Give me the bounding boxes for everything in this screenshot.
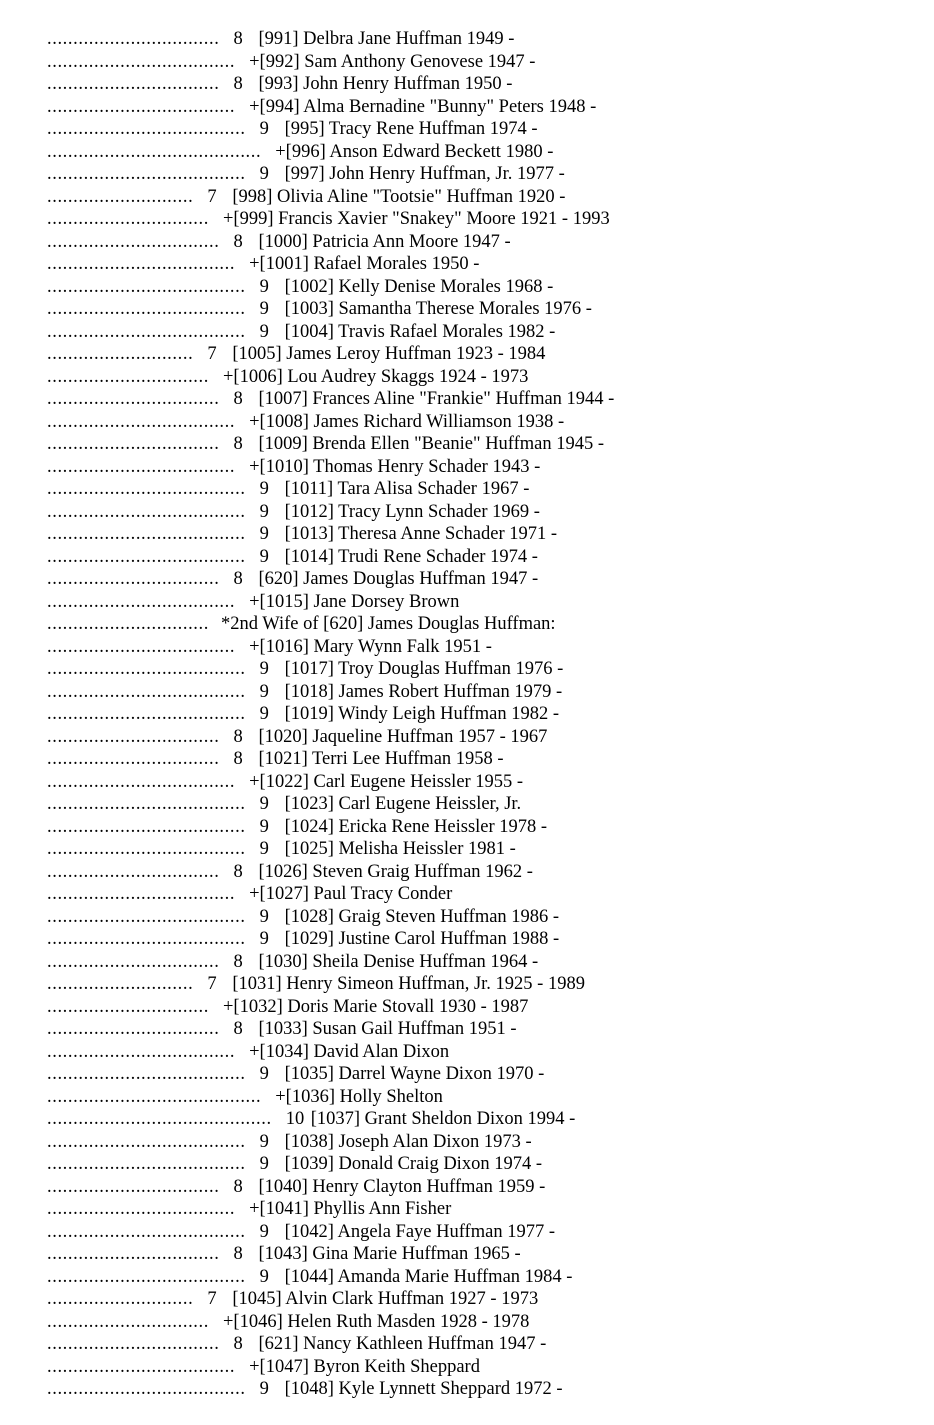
leader-dots: ...................................... bbox=[47, 1221, 246, 1242]
leader-dots: ............................ bbox=[47, 344, 194, 364]
generation-number: 9 bbox=[259, 681, 269, 702]
entry-text: [1011] Tara Alisa Schader 1967 - bbox=[284, 479, 530, 499]
leader-dots: .................................... bbox=[47, 1356, 236, 1377]
person-entry bbox=[47, 388, 907, 411]
leader-dots: ...................................... bbox=[47, 659, 246, 679]
person-entry bbox=[47, 1243, 907, 1266]
leader-dots: ................................. bbox=[47, 569, 220, 589]
person-entry bbox=[47, 973, 907, 996]
generation-number: 8 bbox=[233, 569, 243, 589]
generation-number: 9 bbox=[259, 1379, 269, 1399]
generation-number: 9 bbox=[259, 501, 269, 522]
person-entry bbox=[47, 231, 907, 254]
leader-dots: ................................. bbox=[47, 726, 220, 747]
spouse-entry bbox=[47, 591, 907, 614]
entry-text: [1017] Troy Douglas Huffman 1976 - bbox=[284, 659, 564, 679]
person-entry bbox=[47, 433, 907, 456]
leader-dots: ...................................... bbox=[47, 321, 246, 342]
entry-text: [1025] Melisha Heissler 1981 - bbox=[284, 839, 516, 859]
entry-text: [1009] Brenda Ellen "Beanie" Huffman 1945 - bbox=[258, 434, 605, 454]
generation-number: 9 bbox=[259, 839, 269, 859]
entry-text: [1044] Amanda Marie Huffman 1984 - bbox=[284, 1266, 573, 1287]
leader-dots: ............................... bbox=[47, 366, 209, 387]
leader-dots: ................................. bbox=[47, 74, 220, 94]
entry-text: +[1016] Mary Wynn Falk 1951 - bbox=[249, 636, 492, 657]
generation-number: 7 bbox=[207, 974, 217, 994]
leader-dots: ................................. bbox=[47, 1334, 220, 1354]
leader-dots: ................................. bbox=[47, 231, 220, 252]
generation-number: 9 bbox=[259, 276, 269, 297]
entry-text: [1048] Kyle Lynnett Sheppard 1972 - bbox=[284, 1379, 563, 1399]
person-entry bbox=[47, 1333, 907, 1356]
generation-number: 9 bbox=[259, 479, 269, 499]
entry-text: [1026] Steven Graig Huffman 1962 - bbox=[258, 861, 533, 882]
generation-number: 8 bbox=[233, 1334, 243, 1354]
leader-dots: ................................. bbox=[47, 951, 220, 972]
entry-text: [1039] Donald Craig Dixon 1974 - bbox=[284, 1154, 542, 1174]
generation-number: 9 bbox=[259, 929, 269, 949]
entry-text: [1043] Gina Marie Huffman 1965 - bbox=[258, 1244, 521, 1264]
spouse-entry bbox=[47, 51, 907, 74]
person-entry bbox=[47, 703, 907, 726]
spouse-entry bbox=[47, 366, 907, 389]
person-entry bbox=[47, 1266, 907, 1289]
person-entry bbox=[47, 568, 907, 591]
generation-number: 9 bbox=[259, 794, 269, 814]
entry-text: [1035] Darrel Wayne Dixon 1970 - bbox=[284, 1064, 545, 1084]
leader-dots: ................................. bbox=[47, 434, 220, 454]
entry-text: +[1008] James Richard Williamson 1938 - bbox=[249, 411, 565, 432]
entry-text: [1042] Angela Faye Huffman 1977 - bbox=[284, 1221, 555, 1242]
leader-dots: ...................................... bbox=[47, 816, 246, 837]
generation-number: 8 bbox=[233, 74, 243, 94]
person-entry bbox=[47, 1063, 907, 1086]
entry-text: [1004] Travis Rafael Morales 1982 - bbox=[284, 321, 556, 342]
leader-dots: ................................. bbox=[47, 389, 220, 409]
generation-number: 7 bbox=[207, 1289, 217, 1309]
entry-text: [1023] Carl Eugene Heissler, Jr. bbox=[284, 794, 522, 814]
leader-dots: ...................................... bbox=[47, 929, 246, 949]
entry-text: +[1010] Thomas Henry Schader 1943 - bbox=[249, 456, 541, 477]
spouse-entry bbox=[47, 141, 907, 164]
person-entry bbox=[47, 928, 907, 951]
person-entry bbox=[47, 343, 907, 366]
entry-text: [1031] Henry Simeon Huffman, Jr. 1925 - 1989 bbox=[232, 974, 585, 994]
person-entry bbox=[47, 906, 907, 929]
entry-text: [1040] Henry Clayton Huffman 1959 - bbox=[258, 1176, 546, 1197]
entry-text: *2nd Wife of [620] James Douglas Huffman: bbox=[220, 614, 556, 634]
person-entry bbox=[47, 501, 907, 524]
generation-number: 8 bbox=[233, 1176, 243, 1197]
leader-dots: ...................................... bbox=[47, 1131, 246, 1152]
entry-text: [1038] Joseph Alan Dixon 1973 - bbox=[284, 1131, 532, 1152]
leader-dots: .................................... bbox=[47, 51, 236, 72]
note-entry bbox=[47, 613, 907, 636]
person-entry bbox=[47, 1131, 907, 1154]
entry-text: [1021] Terri Lee Huffman 1958 - bbox=[258, 749, 504, 769]
entry-text: +[996] Anson Edward Beckett 1980 - bbox=[275, 141, 554, 162]
leader-dots: .................................... bbox=[47, 1199, 236, 1219]
person-entry bbox=[47, 1018, 907, 1041]
generation-number: 9 bbox=[259, 1266, 269, 1287]
generation-number: 8 bbox=[233, 231, 243, 252]
leader-dots: ...................................... bbox=[47, 681, 246, 702]
generation-number: 9 bbox=[259, 1064, 269, 1084]
leader-dots: ............................ bbox=[47, 974, 194, 994]
entry-text: [1012] Tracy Lynn Schader 1969 - bbox=[284, 501, 540, 522]
leader-dots: ............................ bbox=[47, 186, 194, 207]
entry-text: +[1032] Doris Marie Stovall 1930 - 1987 bbox=[222, 996, 529, 1017]
leader-dots: ...................................... bbox=[47, 501, 246, 522]
entry-text: [1019] Windy Leigh Huffman 1982 - bbox=[284, 704, 560, 724]
leader-dots: ...................................... bbox=[47, 906, 246, 927]
entry-text: [1002] Kelly Denise Morales 1968 - bbox=[284, 276, 554, 297]
entry-text: [1024] Ericka Rene Heissler 1978 - bbox=[284, 816, 548, 837]
generation-number: 9 bbox=[259, 906, 269, 927]
person-entry bbox=[47, 816, 907, 839]
leader-dots: ...................................... bbox=[47, 524, 246, 544]
spouse-entry bbox=[47, 253, 907, 276]
leader-dots: ...................................... bbox=[47, 276, 246, 297]
spouse-entry bbox=[47, 996, 907, 1019]
spouse-entry bbox=[47, 1356, 907, 1379]
spouse-entry bbox=[47, 456, 907, 479]
entry-text: [1013] Theresa Anne Schader 1971 - bbox=[284, 524, 558, 544]
generation-number: 8 bbox=[233, 861, 243, 882]
leader-dots: .................................... bbox=[47, 771, 236, 792]
entry-text: [1007] Frances Aline "Frankie" Huffman 1944 - bbox=[258, 389, 615, 409]
entry-text: [1000] Patricia Ann Moore 1947 - bbox=[258, 231, 511, 252]
entry-text: [1030] Sheila Denise Huffman 1964 - bbox=[258, 951, 539, 972]
leader-dots: ................................. bbox=[47, 29, 220, 49]
person-entry bbox=[47, 163, 907, 186]
entry-text: [998] Olivia Aline "Tootsie" Huffman 1920 - bbox=[232, 186, 566, 207]
entry-text: [1005] James Leroy Huffman 1923 - 1984 bbox=[232, 344, 546, 364]
entry-text: +[994] Alma Bernadine "Bunny" Peters 1948 - bbox=[249, 96, 597, 117]
person-entry bbox=[47, 73, 907, 96]
generation-number: 8 bbox=[233, 749, 243, 769]
generation-number: 9 bbox=[259, 1131, 269, 1152]
leader-dots: .................................... bbox=[47, 591, 236, 612]
entry-text: [995] Tracy Rene Huffman 1974 - bbox=[284, 119, 538, 139]
generation-number: 9 bbox=[259, 321, 269, 342]
generation-number: 9 bbox=[259, 704, 269, 724]
entry-text: +[1034] David Alan Dixon bbox=[249, 1041, 450, 1062]
generation-number: 9 bbox=[259, 299, 269, 319]
spouse-entry bbox=[47, 636, 907, 659]
leader-dots: ................................. bbox=[47, 861, 220, 882]
entry-text: [991] Delbra Jane Huffman 1949 - bbox=[258, 29, 515, 49]
leader-dots: .................................... bbox=[47, 1041, 236, 1062]
entry-text: [621] Nancy Kathleen Huffman 1947 - bbox=[258, 1334, 547, 1354]
leader-dots: ......................................... bbox=[47, 141, 262, 162]
leader-dots: .................................... bbox=[47, 411, 236, 432]
person-entry bbox=[47, 1221, 907, 1244]
leader-dots: ...................................... bbox=[47, 1379, 246, 1399]
leader-dots: ...................................... bbox=[47, 164, 246, 184]
person-entry bbox=[47, 28, 907, 51]
entry-text: +[1027] Paul Tracy Conder bbox=[249, 884, 453, 904]
generation-number: 9 bbox=[259, 164, 269, 184]
generation-number: 9 bbox=[259, 659, 269, 679]
person-entry bbox=[47, 478, 907, 501]
leader-dots: ................................. bbox=[47, 1019, 220, 1039]
leader-dots: ...................................... bbox=[47, 1154, 246, 1174]
entry-text: [1014] Trudi Rene Schader 1974 - bbox=[284, 546, 538, 567]
person-entry bbox=[47, 546, 907, 569]
spouse-entry bbox=[47, 411, 907, 434]
person-entry bbox=[47, 1108, 907, 1131]
leader-dots: ............................... bbox=[47, 1311, 209, 1332]
leader-dots: ................................. bbox=[47, 1244, 220, 1264]
generation-number: 8 bbox=[233, 29, 243, 49]
leader-dots: .................................... bbox=[47, 456, 236, 477]
entry-text: +[1015] Jane Dorsey Brown bbox=[249, 591, 460, 612]
leader-dots: ...................................... bbox=[47, 704, 246, 724]
person-entry bbox=[47, 1153, 907, 1176]
person-entry bbox=[47, 726, 907, 749]
person-entry bbox=[47, 951, 907, 974]
leader-dots: ............................... bbox=[47, 996, 209, 1017]
spouse-entry bbox=[47, 1198, 907, 1221]
leader-dots: ......................................... bbox=[47, 1086, 262, 1107]
entry-text: +[1022] Carl Eugene Heissler 1955 - bbox=[249, 771, 524, 792]
entry-text: +[1036] Holly Shelton bbox=[275, 1086, 443, 1107]
entry-text: +[992] Sam Anthony Genovese 1947 - bbox=[249, 51, 536, 72]
person-entry bbox=[47, 748, 907, 771]
person-entry bbox=[47, 321, 907, 344]
leader-dots: ...................................... bbox=[47, 299, 246, 319]
generation-number: 9 bbox=[259, 1154, 269, 1174]
person-entry bbox=[47, 1288, 907, 1311]
leader-dots: ...................................... bbox=[47, 546, 246, 567]
generation-number: 9 bbox=[259, 119, 269, 139]
entry-text: [997] John Henry Huffman, Jr. 1977 - bbox=[284, 164, 565, 184]
person-entry bbox=[47, 298, 907, 321]
spouse-entry bbox=[47, 883, 907, 906]
spouse-entry bbox=[47, 1311, 907, 1334]
entry-text: [1029] Justine Carol Huffman 1988 - bbox=[284, 929, 560, 949]
leader-dots: ...................................... bbox=[47, 1064, 246, 1084]
generation-number: 9 bbox=[259, 524, 269, 544]
entry-text: +[1001] Rafael Morales 1950 - bbox=[249, 254, 480, 274]
leader-dots: .................................... bbox=[47, 884, 236, 904]
person-entry bbox=[47, 793, 907, 816]
person-entry bbox=[47, 118, 907, 141]
entry-text: +[999] Francis Xavier "Snakey" Moore 1921 - 1993 bbox=[222, 209, 610, 229]
generation-number: 10 bbox=[285, 1109, 305, 1129]
generation-number: 9 bbox=[259, 816, 269, 837]
entry-text: +[1041] Phyllis Ann Fisher bbox=[249, 1199, 452, 1219]
spouse-entry bbox=[47, 1041, 907, 1064]
leader-dots: ...................................... bbox=[47, 794, 246, 814]
generation-number: 7 bbox=[207, 344, 217, 364]
person-entry bbox=[47, 681, 907, 704]
generation-number: 7 bbox=[207, 186, 217, 207]
descendant-list bbox=[47, 28, 907, 1401]
entry-text: +[1006] Lou Audrey Skaggs 1924 - 1973 bbox=[222, 366, 529, 387]
leader-dots: ...................................... bbox=[47, 1266, 246, 1287]
leader-dots: .................................... bbox=[47, 636, 236, 657]
person-entry bbox=[47, 276, 907, 299]
generation-number: 8 bbox=[233, 434, 243, 454]
leader-dots: ............................... bbox=[47, 209, 209, 229]
spouse-entry bbox=[47, 96, 907, 119]
generation-number: 8 bbox=[233, 951, 243, 972]
leader-dots: ........................................... bbox=[47, 1109, 272, 1129]
leader-dots: .................................... bbox=[47, 254, 236, 274]
person-entry bbox=[47, 838, 907, 861]
entry-text: [993] John Henry Huffman 1950 - bbox=[258, 74, 513, 94]
entry-text: [1045] Alvin Clark Huffman 1927 - 1973 bbox=[232, 1289, 539, 1309]
spouse-entry bbox=[47, 1086, 907, 1109]
person-entry bbox=[47, 658, 907, 681]
leader-dots: ................................. bbox=[47, 749, 220, 769]
person-entry bbox=[47, 523, 907, 546]
generation-number: 8 bbox=[233, 1019, 243, 1039]
entry-text: [1033] Susan Gail Huffman 1951 - bbox=[258, 1019, 517, 1039]
person-entry bbox=[47, 1378, 907, 1401]
entry-text: [620] James Douglas Huffman 1947 - bbox=[258, 569, 539, 589]
generation-number: 9 bbox=[259, 546, 269, 567]
entry-text: [1028] Graig Steven Huffman 1986 - bbox=[284, 906, 560, 927]
person-entry bbox=[47, 861, 907, 884]
generation-number: 8 bbox=[233, 389, 243, 409]
entry-text: [1018] James Robert Huffman 1979 - bbox=[284, 681, 563, 702]
leader-dots: ............................ bbox=[47, 1289, 194, 1309]
leader-dots: ................................. bbox=[47, 1176, 220, 1197]
entry-text: +[1046] Helen Ruth Masden 1928 - 1978 bbox=[222, 1311, 530, 1332]
entry-text: [1003] Samantha Therese Morales 1976 - bbox=[284, 299, 592, 319]
generation-number: 8 bbox=[233, 726, 243, 747]
leader-dots: ............................... bbox=[47, 614, 209, 634]
entry-text: [1020] Jaqueline Huffman 1957 - 1967 bbox=[258, 726, 548, 747]
generation-number: 9 bbox=[259, 1221, 269, 1242]
leader-dots: .................................... bbox=[47, 96, 236, 117]
entry-text: [1037] Grant Sheldon Dixon 1994 - bbox=[310, 1109, 576, 1129]
generation-number: 8 bbox=[233, 1244, 243, 1264]
leader-dots: ...................................... bbox=[47, 839, 246, 859]
person-entry bbox=[47, 1176, 907, 1199]
spouse-entry bbox=[47, 771, 907, 794]
leader-dots: ...................................... bbox=[47, 119, 246, 139]
entry-text: +[1047] Byron Keith Sheppard bbox=[249, 1356, 480, 1377]
leader-dots: ...................................... bbox=[47, 479, 246, 499]
person-entry bbox=[47, 186, 907, 209]
spouse-entry bbox=[47, 208, 907, 231]
